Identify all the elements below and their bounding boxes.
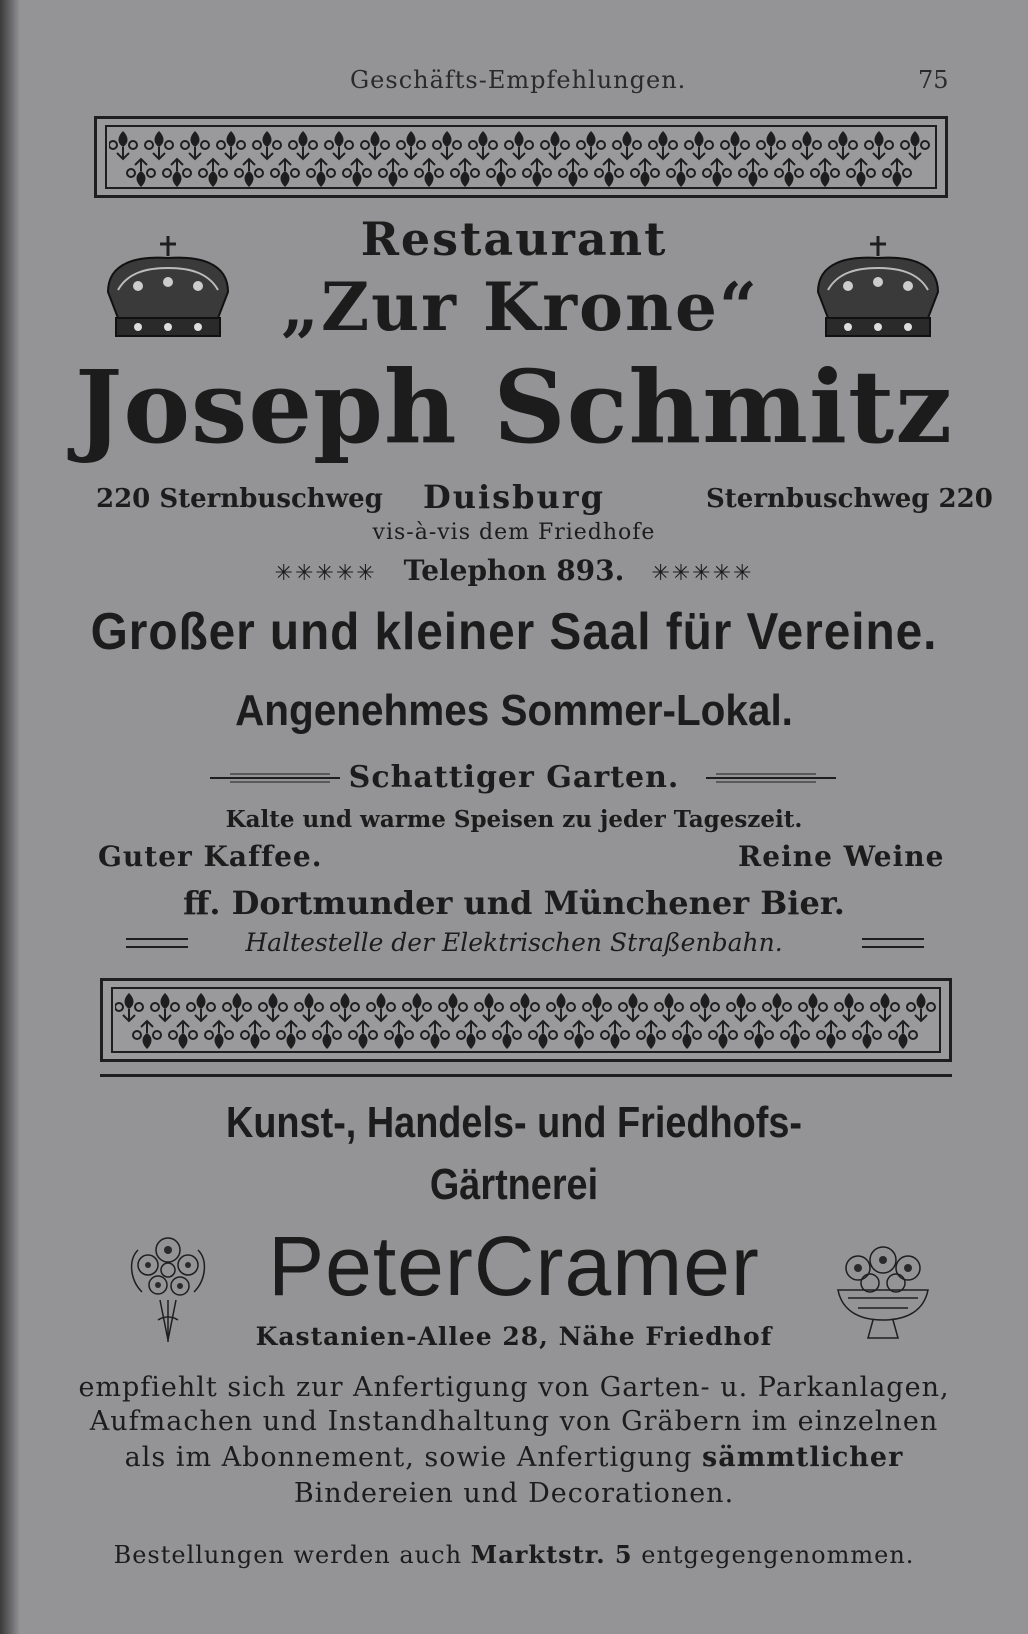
body-line-2: Aufmachen und Instandhaltung von Gräbern im einzelnen xyxy=(89,1406,939,1437)
tram-line: Haltestelle der Elektrischen Straßenbahn. xyxy=(245,928,783,957)
stars-left: ✳✳✳✳✳ xyxy=(274,561,377,586)
gardener-heading-1: Kunst-, Handels- und Friedhofs- xyxy=(225,1098,802,1147)
proprietor-name: Joseph Schmitz xyxy=(75,348,953,466)
hall-line: Großer und kleiner Saal für Vereine. xyxy=(90,603,938,661)
food-line: Kalte und warme Speisen zu jeder Tageszeit. xyxy=(225,806,803,833)
wine-line: Reine Weine xyxy=(738,840,945,873)
running-title: Geschäfts-Empfehlungen. xyxy=(350,66,687,94)
summer-lokal-line: Angenehmes Sommer-Lokal. xyxy=(235,686,793,735)
ornamental-border-bottom xyxy=(100,978,952,1062)
garden-line: Schattiger Garten. xyxy=(348,760,680,795)
restaurant-label: Restaurant xyxy=(360,212,668,266)
ornamental-border-top xyxy=(94,116,948,198)
gardener-heading-2: Gärtnerei xyxy=(429,1160,599,1209)
stars-right: ✳✳✳✳✳ xyxy=(651,561,754,586)
body-line-1: empfiehlt sich zur Anfertigung von Garten- u. Parkanlagen, xyxy=(78,1372,950,1403)
order-note xyxy=(0,1540,1028,1569)
order-note-address: Marktstr. 5 xyxy=(470,1540,633,1569)
rule-right-a xyxy=(862,938,924,940)
body-line-3-text: als im Abonnement, sowie Anfertigung xyxy=(124,1442,693,1473)
page-number: 75 xyxy=(918,66,949,94)
flourish-right xyxy=(706,770,836,782)
address-right: Sternbuschweg 220 xyxy=(706,484,993,514)
rule-right-b xyxy=(862,946,924,948)
gardener-name: PeterCramer xyxy=(268,1219,760,1313)
restaurant-name: „Zur Krone“ xyxy=(281,268,759,346)
body-line-3 xyxy=(0,1442,1028,1473)
gardener-address: Kastanien-Allee 28, Nähe Friedhof xyxy=(255,1322,773,1351)
city-name: Duisburg xyxy=(422,478,606,516)
address-left: 220 Sternbuschweg xyxy=(96,484,383,514)
location-note: vis-à-vis dem Friedhofe xyxy=(372,520,656,545)
order-note-a: Bestellungen werden auch xyxy=(113,1541,463,1569)
beer-line: ff. Dortmunder und Münchener Bier. xyxy=(183,884,845,922)
crown-icon xyxy=(98,232,238,350)
telephone-line xyxy=(0,554,1028,587)
fleuron-pattern xyxy=(109,127,939,193)
crown-icon xyxy=(808,232,948,350)
fleuron-pattern xyxy=(115,989,943,1057)
coffee-line: Guter Kaffee. xyxy=(98,840,323,873)
separator-rule xyxy=(100,1074,952,1077)
order-note-c: entgegengenommen. xyxy=(641,1541,915,1569)
body-line-3-bold: sämmtlicher xyxy=(702,1442,904,1473)
body-line-4: Bindereien und Decorationen. xyxy=(293,1478,735,1509)
telephone: Telephon 893. xyxy=(403,554,625,587)
